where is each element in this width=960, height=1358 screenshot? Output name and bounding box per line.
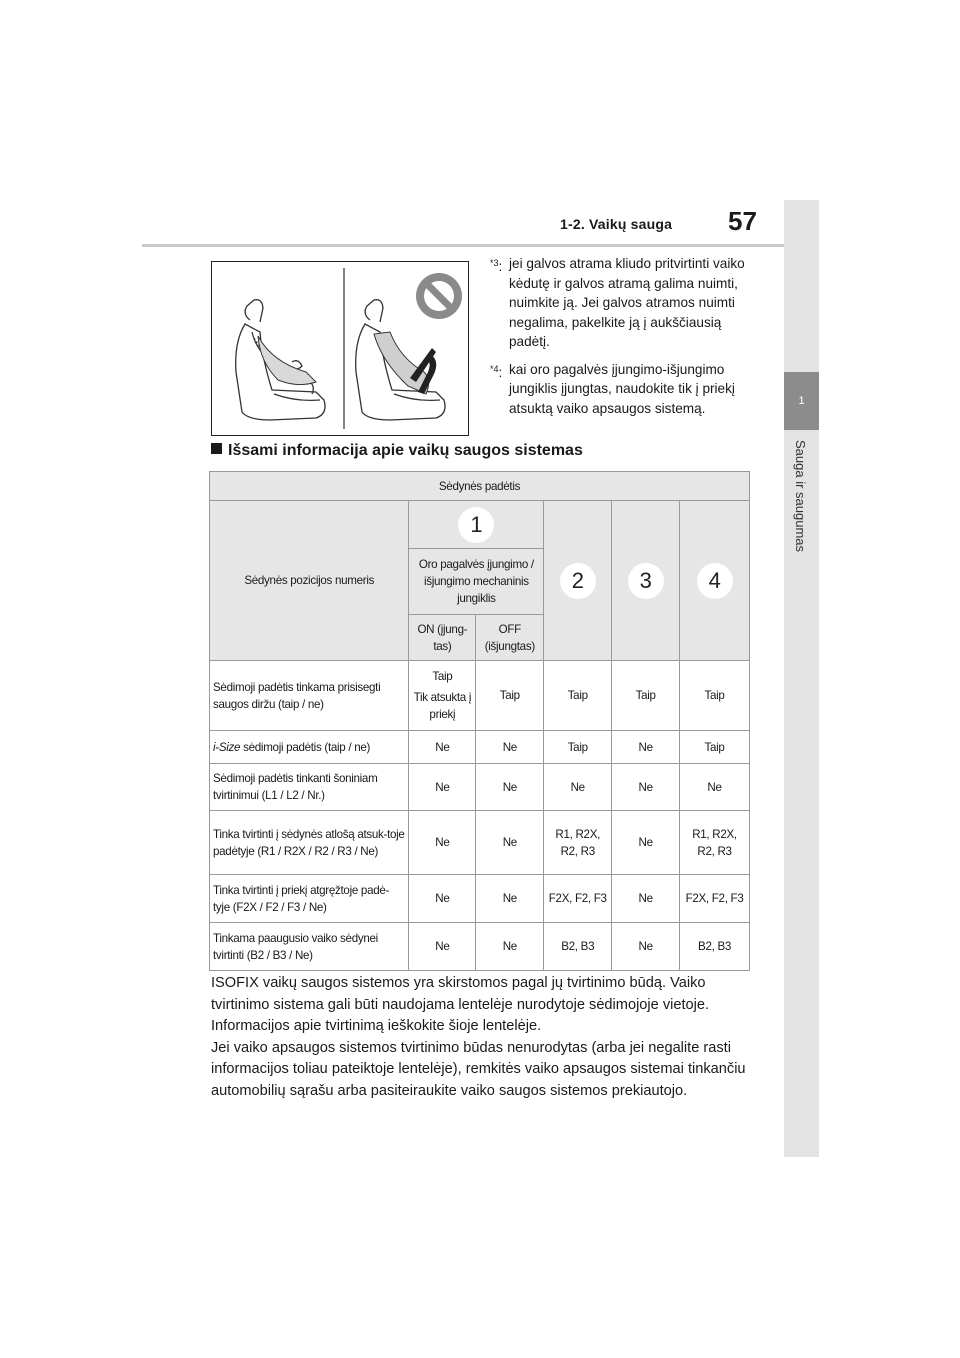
cell-on: Ne <box>409 764 476 811</box>
cell-position-4: Ne <box>680 764 750 811</box>
seat-illustration <box>211 261 469 436</box>
row-label: Tinkama paaugusio vaiko sėdynei tvirtinti (B2 / B3 / Ne) <box>210 923 409 971</box>
cell-position-3: Ne <box>612 875 680 923</box>
row-label: Sėdimoji padėtis tinkama prisisegti saugos diržu (taip / ne) <box>210 661 409 731</box>
chapter-label <box>784 440 819 590</box>
airbag-on-header: ON (įjung-tas) <box>409 615 476 661</box>
cell-position-3: Taip <box>612 661 680 731</box>
cell-position-4: R1, R2X, R2, R3 <box>680 811 750 875</box>
cell-position-4: Taip <box>680 661 750 731</box>
cell-off: Taip <box>476 661 544 731</box>
table-title: Sėdynės padėtis <box>210 472 750 501</box>
cell-on-main: Taip <box>432 670 453 683</box>
section-bullet-icon <box>211 443 222 454</box>
airbag-switch-header: Oro pagalvės įjungimo / išjungimo mechaninis jungiklis <box>409 549 544 615</box>
cell-position-4: B2, B3 <box>680 923 750 971</box>
table-row <box>210 923 750 971</box>
chapter-label-text: Sauga ir saugumas <box>793 440 808 553</box>
position-2-badge: 2 <box>560 563 596 599</box>
row-label: Tinka tvirtinti į sėdynės atlošą atsuk-toje padėtyje (R1 / R2X / R2 / R3 / Ne) <box>210 811 409 875</box>
cell-position-2: R1, R2X, R2, R3 <box>544 811 612 875</box>
cell-on: Ne <box>409 875 476 923</box>
footnote-text: kai oro pagalvės įjungimo-išjungimo jungiklis įjungtas, naudokite tik į priekį atsuktą vaiko apsaugos sistemą. <box>509 361 735 416</box>
cell-on: Ne <box>409 811 476 875</box>
cell-position-2: Taip <box>544 661 612 731</box>
cell-position-4: F2X, F2, F3 <box>680 875 750 923</box>
body-paragraph: ISOFIX vaikų saugos sistemos yra skirstomos pagal jų tvirtinimo būdą. Vaiko tvirtinimo sistema gali būti naudojama lentelėje nurodytoje sėdimojoje vietoje. Informacijos apie tvirtinimą ieškokite šioje lentelėje. <box>211 975 710 1035</box>
cell-on: Ne <box>409 923 476 971</box>
position-1-badge: 1 <box>458 507 494 543</box>
body-paragraph: Jei vaiko apsaugos sistemos tvirtinimo būdas nenurodytas (arba jei negalite rasti informacijos toliau pateiktoje lentelėje), remkitės vaiko apsaugos sistemai tinkančiu automobilių sąrašu arba pasiteiraukite vaiko saugos sistemos prekiautojo. <box>211 1039 746 1099</box>
body-text <box>211 973 756 1103</box>
row-label: i-Size sėdimoji padėtis (taip / ne) <box>210 731 409 764</box>
section-heading <box>211 442 583 460</box>
page-number: 57 <box>728 206 757 236</box>
footnote-mark: $^{*3}$: <box>490 258 503 274</box>
section-heading-text: Išsami informacija apie vaikų saugos sistemas <box>228 442 583 459</box>
position-2-header <box>544 501 612 661</box>
table-row <box>210 731 750 764</box>
cell-off: Ne <box>476 875 544 923</box>
cell-position-2: B2, B3 <box>544 923 612 971</box>
position-4-badge: 4 <box>697 563 733 599</box>
child-seat-headrest-illustration <box>212 262 468 435</box>
cell-position-2: Ne <box>544 764 612 811</box>
seat-number-header: Sėdynės pozicijos numeris <box>210 501 409 661</box>
chapter-side-tab <box>784 200 819 1157</box>
header-divider <box>142 244 784 247</box>
cell-position-3: Ne <box>612 923 680 971</box>
row-label: Sėdimoji padėtis tinkanti šoniniam tvirtinimui (L1 / L2 / Nr.) <box>210 764 409 811</box>
table-row <box>210 764 750 811</box>
cell-on <box>409 661 476 731</box>
cell-position-3: Ne <box>612 764 680 811</box>
header-section-title: 1-2. Vaikų sauga <box>560 216 673 232</box>
footnote-text: jei galvos atrama kliudo pritvirtinti vaiko kėdutę ir galvos atramą galima nuimti, nuimkite ją. Jei galvos atramos nuimti negalima, pakelkite ją į aukščiausią padėtį. <box>509 256 745 349</box>
position-3-badge: 3 <box>628 563 664 599</box>
cell-position-2: Taip <box>544 731 612 764</box>
position-4-header <box>680 501 750 661</box>
cell-position-4: Taip <box>680 731 750 764</box>
footnote-4 <box>490 360 760 419</box>
footnote-mark: $^{*4}$: <box>490 363 503 380</box>
chapter-number: 1 <box>784 372 819 430</box>
cell-on: Ne <box>409 731 476 764</box>
position-3-header <box>612 501 680 661</box>
cell-off: Ne <box>476 923 544 971</box>
cell-off: Ne <box>476 811 544 875</box>
cell-position-3: Ne <box>612 731 680 764</box>
table-row <box>210 661 750 731</box>
table-row <box>210 875 750 923</box>
cell-off: Ne <box>476 731 544 764</box>
cell-on-note: Tik atsukta į priekį <box>413 691 472 721</box>
cell-off: Ne <box>476 764 544 811</box>
footnotes <box>490 254 760 426</box>
cell-position-3: Ne <box>612 811 680 875</box>
airbag-off-header: OFF (išjungtas) <box>476 615 544 661</box>
footnote-3 <box>490 254 760 352</box>
row-label: Tinka tvirtinti į priekį atgręžtoje padė-tyje (F2X / F2 / F3 / Ne) <box>210 875 409 923</box>
cell-position-2: F2X, F2, F3 <box>544 875 612 923</box>
table-row <box>210 811 750 875</box>
seat-position-table <box>209 471 750 971</box>
position-1-header <box>409 501 544 549</box>
